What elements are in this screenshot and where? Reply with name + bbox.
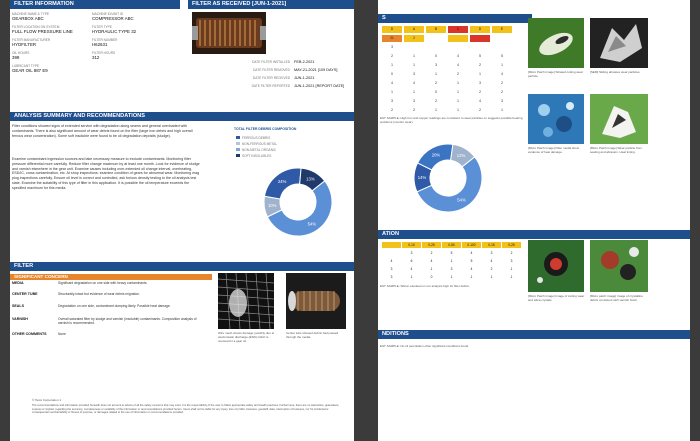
table-cell: E (492, 26, 512, 33)
table-header-cell: 0-15 (482, 242, 501, 248)
table-cell: 3 (450, 267, 453, 271)
table-cell: 1 (479, 72, 481, 76)
table-cell: 2 (435, 81, 437, 85)
legend-label: SOFT INSOLUBLES (242, 153, 272, 158)
legend-swatch (236, 142, 240, 145)
field-value: HYDRAULIC TYPE 32 (92, 29, 137, 34)
received-value: MAY-21-2021 [109 DAYS] (294, 67, 338, 72)
table-cell: 1 (450, 259, 453, 263)
page2-top-heading: S (378, 14, 532, 23)
table-cell: 1 (430, 267, 433, 271)
table-cell: 21 (382, 35, 402, 42)
page2-note-3: EST SAMPLE: No oil percolation other significant conditions found. (380, 344, 469, 348)
received-value: JUN-1-2021 [REPORT DATE] (294, 83, 345, 88)
condition-label: CENTER TUBE (12, 292, 38, 296)
micro-patch-image-5 (528, 240, 584, 292)
table-cell: 5 (450, 251, 453, 255)
field-value: HYDFILTER (12, 42, 37, 47)
table-header-cell: 0-100 (462, 242, 481, 248)
table-cell: 2 (510, 251, 513, 255)
table-cell: 3 (413, 72, 415, 76)
field-value: 312 (92, 55, 100, 60)
page2-note-1: EST SAMPLE: High iron and copper readings are consistent to wear particles on suggests possible bearing problems (monitor wear). (380, 116, 523, 124)
condition-text: Overall saturated filter by sludge and varnish (insoluble) contaminants. Composition analysis of varnish is recommended. (58, 317, 197, 326)
report-page-2 (378, 0, 690, 441)
page2-section-3-heading: NDITIONS (378, 330, 690, 339)
field-label: LUBRICANT TYPE (12, 64, 40, 68)
table-cell: 1 (457, 99, 459, 103)
condition-text: Degradation on one side, contaminant dumping likely. Possible heat damage. (58, 304, 171, 308)
table-cell: 1 (450, 275, 453, 279)
field-value: GEAR OIL 887 E9 (12, 68, 48, 73)
table-cell: 2 (479, 90, 481, 94)
table-header-cell: 0-50 (442, 242, 461, 248)
image-caption-6: [Micro patch image] Image of crystalline debris consistent with varnish build. (590, 294, 643, 302)
image-caption-4: [Micro Patch Image] Wear particle from seating and abrasion. Heat tinting. (590, 146, 642, 154)
table-cell: 2 (430, 251, 433, 255)
table-cell: 3 (391, 45, 393, 49)
condition-text: Significant degradation on one side with heavy contaminants. (58, 281, 148, 285)
table-cell: 1 (391, 90, 393, 94)
table-cell: 1 (510, 267, 513, 271)
legend-swatch (236, 148, 240, 151)
image-caption-5: [Micro Patch Image] Image of cutting wear and silica crystals. (528, 294, 585, 302)
table-cell (426, 35, 446, 42)
condition-label: VARNISH (12, 317, 28, 321)
table-cell (448, 44, 468, 51)
table-cell: 1 (457, 81, 459, 85)
table-header-cell (382, 242, 401, 248)
table-cell: D (382, 26, 402, 33)
legend-label: NON-FERROUS METAL (242, 141, 278, 146)
table-cell: 6 (410, 259, 413, 263)
table-cell: 1 (413, 90, 415, 94)
table-cell: 4 (410, 267, 413, 271)
condition-text: None (58, 332, 66, 336)
table-header-cell: 0-10 (402, 242, 421, 248)
field-label: OIL HOURS (12, 51, 30, 55)
table-cell: 2 (501, 90, 503, 94)
table-cell: 3 (490, 251, 493, 255)
table-cell: 5 (501, 54, 503, 58)
filter-heading: FILTER (10, 262, 354, 271)
table-cell: 1 (501, 63, 503, 67)
field-value: FULL FLOW PRESSURE LINE (12, 29, 73, 34)
table-cell: 3 (435, 63, 437, 67)
sem-image (590, 18, 648, 68)
field-label: FILTER NUMBER (92, 38, 118, 42)
table-cell: 2 (457, 72, 459, 76)
field-label: FILTER MANUFACTURER (12, 38, 51, 42)
field-label: MACHINE ID/UNIT ID (92, 12, 124, 16)
secondary-composition-donut (410, 140, 486, 216)
donut-slice-label: 13% (306, 176, 315, 182)
table-cell: 3 (413, 99, 415, 103)
filter-received-heading: FILTER AS RECEIVED [JUN-1-2021] (188, 0, 354, 9)
table-cell: 4 (501, 72, 503, 76)
analysis-paragraph-1: Filter conditions showed signs of extended service with degradation along seams and general overloaded with contaminants. There is also significant amount of wear debris found on the filter (large iron debris and high overall ferrous wear concentration). Some soft insoluble were found to be oil degradation deposits (sludge). (12, 124, 193, 138)
table-header-cell: 0-25 (502, 242, 521, 248)
table-cell: 2 (391, 108, 393, 112)
table-cell: 5 (479, 54, 481, 58)
micro-patch-image-3 (528, 94, 584, 144)
table-cell: B (426, 26, 446, 33)
table-cell (492, 44, 512, 51)
table-cell: 1 (457, 108, 459, 112)
condition-label: SEALS (12, 304, 24, 308)
table-cell: 3 (390, 267, 393, 271)
table-cell: 2 (391, 54, 393, 58)
table-header-cell: 0-25 (422, 242, 441, 248)
table-cell: 1 (501, 108, 503, 112)
condition-label: OTHER COMMENTS (12, 332, 47, 336)
table-cell: 1 (413, 63, 415, 67)
filter-photo (192, 12, 266, 54)
table-cell: 4 (390, 259, 393, 263)
donut-slice-label: 14% (417, 174, 427, 180)
table-cell: 3 (501, 99, 503, 103)
table-cell: 2 (404, 35, 424, 42)
image-caption-3: [Micro Patch Image] Filter media show evidence of heat damage. (528, 146, 580, 154)
table-cell (470, 44, 490, 51)
table-cell: 4 (391, 81, 393, 85)
field-value: GEARBOX ABC (12, 16, 44, 21)
table-cell: 1 (490, 275, 493, 279)
table-cell: 0 (435, 54, 437, 58)
received-label: DATE FILTER REPORTED (251, 84, 290, 88)
table-cell: 3 (391, 99, 393, 103)
donut-slice-label: 10% (268, 203, 277, 209)
table-cell: 4 (430, 259, 433, 263)
wire-mesh-photo (218, 273, 274, 329)
analysis-heading: ANALYSIS SUMMARY AND RECOMMENDATIONS (10, 112, 354, 121)
report-page-1 (10, 0, 354, 441)
table-cell: 2 (501, 81, 503, 85)
table-cell: 4 (479, 99, 481, 103)
footer-company: © Tests Corporation 1 (32, 398, 62, 402)
table-cell (448, 35, 468, 42)
table-cell: 2 (479, 63, 481, 67)
table-cell (404, 44, 424, 51)
center-tube-caption: Center tube showed debris had passed through the media. (286, 331, 339, 339)
table-cell: 3 (410, 251, 413, 255)
page2-note-2: EST SAMPLE: Silicon elevated on our analysis high for filter debris. (380, 284, 470, 288)
center-tube-photo (286, 273, 346, 329)
condition-label: MEDIA (12, 281, 24, 285)
debris-composition-donut (260, 164, 336, 240)
field-label: FILTER TYPE (92, 25, 112, 29)
wire-mesh-caption: Wire mesh shows damage possibly due to electrostatic discharge (ESD) which is unusual for a gear oil. (218, 331, 275, 343)
received-value: FEB-2-2021 (294, 59, 315, 64)
table-cell: 1 (457, 90, 459, 94)
donut-slice-label: 12% (456, 152, 466, 158)
table-cell: 3 (390, 275, 393, 279)
image-caption-1: [Micro Patch Image] Striated cutting wear particle. (528, 70, 583, 78)
table-cell (492, 35, 512, 42)
table-cell: 2 (490, 267, 493, 271)
table-cell: 2 (479, 108, 481, 112)
table-cell: 2 (435, 99, 437, 103)
concern-subheading: SIGNIFICANT CONCERN (10, 274, 212, 280)
table-cell: 3 (510, 259, 513, 263)
received-label: DATE FILTER RECEIVED (252, 76, 290, 80)
image-caption-2: [SEM] Sliding abrasive wear particles. (590, 70, 641, 74)
filter-information-heading: FILTER INFORMATION (10, 0, 180, 9)
legend-label: FERROUS DEBRIS (242, 135, 271, 140)
analysis-paragraph-2: Examine contaminant ingression sources and take necessary measure to exclude contaminants. Monitoring filter pressure differential more carefully. Reduce filter change maximum by at least one month. Look for evidence of sludge and varnish elsewhere in the gear unit. Examine causes including over-extended oil change interval, overheating, ESD/IC, cross contamination, etc. At shop inspections: examine condition of gears for abnormal wear. Monitoring mag plug inspections carefully. Ensure oil level is correct and controlled, ask for/ous density testing to the oil analysis test slate. Examine the suitability of this type of filter in this application. It is possible the oil temperature exceeds the specified maximum for this media. (12, 157, 200, 190)
field-value: 399 (12, 55, 20, 60)
donut-chart-title: TOTAL FILTER DEBRIS COMPOSITION (234, 127, 297, 131)
table-cell: C (448, 26, 468, 33)
field-label: FILTER LOCATION ON SYSTEM (12, 25, 60, 29)
table-cell: 0 (391, 72, 393, 76)
legend-swatch (236, 136, 240, 139)
table-cell: 4 (457, 54, 459, 58)
micro-patch-image-1 (528, 18, 584, 68)
table-cell: A (404, 26, 424, 33)
table-cell: 1 (410, 275, 413, 279)
received-label: DATE FILTER INSTALLED (252, 60, 290, 64)
received-value: JUN-1-2021 (294, 75, 315, 80)
table-cell (470, 35, 490, 42)
micro-patch-image-6 (590, 240, 648, 292)
table-cell: 1 (435, 72, 437, 76)
table-cell (382, 250, 401, 256)
received-label: DATE FILTER REMOVED (253, 68, 290, 72)
table-cell (426, 44, 446, 51)
table-cell: 5 (470, 259, 473, 263)
footer-disclaimer: The recommendations and information provided herewith does not account to advice of all the safety concerns that may exist. It is the responsibility of the user to follow appropriate safety and health practices. Furthermore, there are no warranties, guarantees, express or implied, regarding the accuracy, completeness or suitability of the information or recommendations provided herein. Users shall not be liable for any injury, loss of profits, business, goodwill, data, interruption of business, nor for incidental or consequential merchantability or fitness of purpose, or damages related to the use of information or recommendations provided. (32, 404, 340, 415)
table-cell: 4 (490, 259, 493, 263)
field-value: H62631 (92, 42, 108, 47)
table-cell: 0 (435, 90, 437, 94)
table-cell: 1 (470, 275, 473, 279)
table-cell: 4 (470, 267, 473, 271)
donut-slice-label: 54% (457, 197, 466, 203)
table-cell: 3 (479, 81, 481, 85)
table-cell: 1 (435, 108, 437, 112)
table-cell: 1 (391, 63, 393, 67)
donut-slice-label: 20% (431, 152, 441, 158)
legend-swatch (236, 154, 240, 157)
micro-patch-image-4 (590, 94, 648, 144)
table-cell: 1 (510, 275, 513, 279)
donut-slice-label: 54% (307, 221, 317, 227)
field-label: FILTER HOURS (92, 51, 116, 55)
table-cell: 4 (457, 63, 459, 67)
donut-slice-label: 24% (277, 178, 287, 184)
page2-section-2-heading: ATION (378, 230, 690, 239)
table-cell: 0 (430, 275, 433, 279)
table-cell: 2 (413, 108, 415, 112)
table-cell: 4 (413, 81, 415, 85)
table-cell: 1 (413, 54, 415, 58)
legend-label: NON-METAL ORGANIC (242, 147, 277, 152)
table-cell: D (470, 26, 490, 33)
field-label: MACHINE NAME & TYPE (12, 12, 49, 16)
field-value: COMPRESSOR ABC (92, 16, 134, 21)
condition-text: Structurally intact but evidence of wear debris migration. (58, 292, 140, 296)
table-cell: 4 (470, 251, 473, 255)
